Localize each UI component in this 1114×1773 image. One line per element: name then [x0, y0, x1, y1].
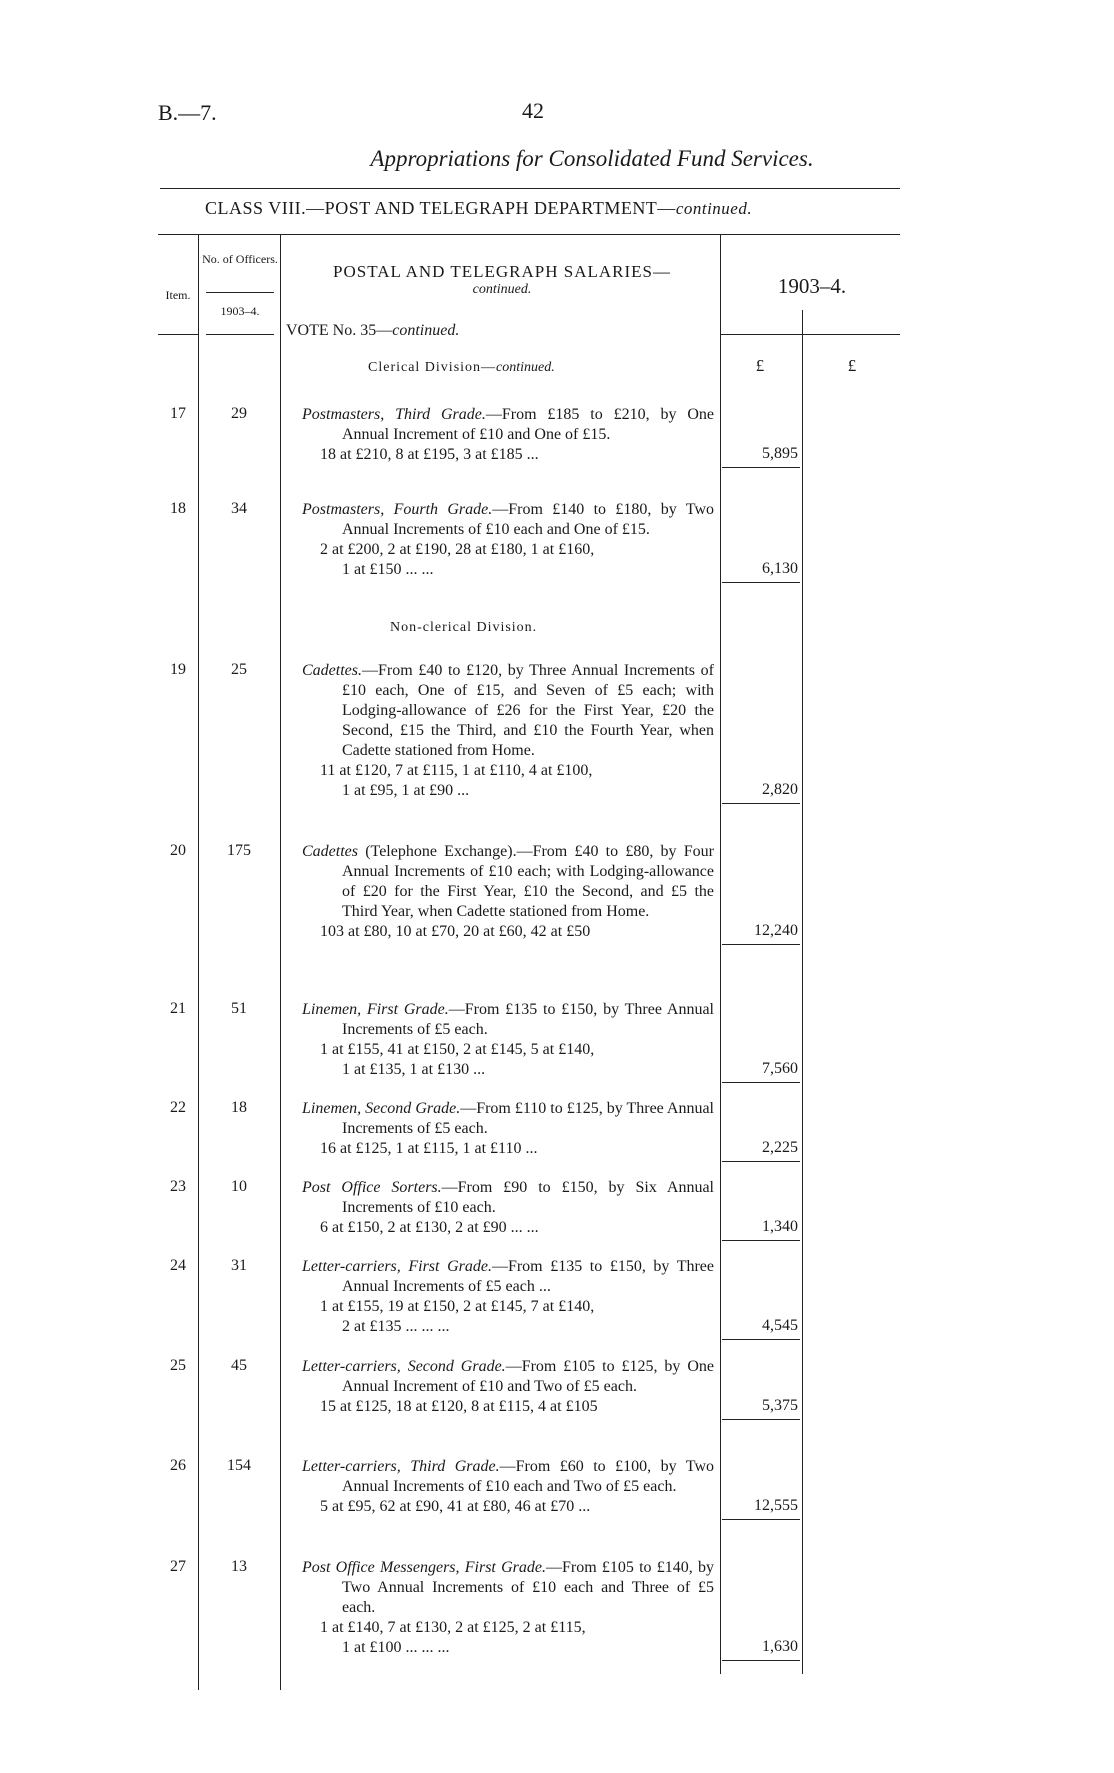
section-nonclerical: Non-clerical Division.	[390, 620, 538, 635]
item-number: 18	[170, 500, 186, 517]
item-number: 20	[170, 842, 186, 859]
salary-terms	[302, 500, 714, 540]
item-number: 22	[170, 1099, 186, 1116]
officer-count: 18	[231, 1099, 247, 1116]
salary-breakdown-line: 1 at £135, 1 at £130 ...	[342, 1061, 486, 1078]
amount: 6,130	[762, 560, 798, 577]
amount: 5,895	[762, 445, 798, 462]
grade-title: Linemen, Second Grade.	[302, 1100, 461, 1117]
salary-terms	[302, 842, 714, 922]
amount: 7,560	[762, 1060, 798, 1077]
grade-terms: —From £140 to £180, by Two Annual Increments of £10 each and One of £15.	[342, 501, 714, 538]
officer-count: 29	[231, 405, 247, 422]
currency-left: £	[755, 356, 765, 375]
salary-breakdown-line: 5 at £95, 62 at £90, 41 at £80, 46 at £70 ...	[320, 1498, 591, 1515]
rule	[158, 234, 900, 235]
page-reference: B.—7.	[158, 100, 217, 125]
header-officers: No. of Officers.	[202, 252, 278, 266]
amount-rule	[722, 1161, 800, 1162]
salary-description	[302, 842, 714, 942]
amount-rule	[722, 1082, 800, 1083]
salary-breakdown-line: 1 at £150 ... ...	[342, 561, 434, 578]
grade-title: Post Office Messengers, First Grade.	[302, 1559, 546, 1576]
salary-description	[302, 1099, 714, 1159]
salary-description	[302, 1178, 714, 1238]
header-year: 1903–4.	[777, 274, 847, 298]
grade-title: Linemen, First Grade.	[302, 1001, 449, 1018]
salary-terms	[302, 1178, 714, 1218]
officer-count: 31	[231, 1257, 247, 1274]
amount: 5,375	[762, 1397, 798, 1414]
salary-description	[302, 661, 714, 801]
amount: 12,240	[754, 922, 798, 939]
salary-terms	[302, 405, 714, 445]
amount: 2,225	[762, 1139, 798, 1156]
salary-terms	[302, 1099, 714, 1139]
officer-count: 13	[231, 1558, 247, 1575]
item-number: 19	[170, 661, 186, 678]
amount: 1,630	[762, 1638, 798, 1655]
salary-breakdown-line: 18 at £210, 8 at £195, 3 at £185 ...	[320, 446, 539, 463]
rule	[206, 292, 274, 293]
grade-terms: (Telephone Exchange).—From £40 to £80, by Four Annual Increments of £10 each; with Lodging-allowance of £20 for the First Year, £10 the Second, and £5 the Third Year, when Cadette stationed from Home.	[342, 843, 714, 920]
amount: 1,340	[762, 1218, 798, 1235]
salary-breakdown-line: 11 at £120, 7 at £115, 1 at £110, 4 at £100,	[320, 762, 593, 779]
col-rule-officers	[280, 234, 281, 1690]
amount-rule	[722, 1240, 800, 1241]
salary-breakdown-line: 1 at £140, 7 at £130, 2 at £125, 2 at £115,	[320, 1619, 586, 1636]
grade-terms: —From £135 to £150, by Three Annual Increments of £5 each.	[342, 1001, 714, 1038]
rule	[206, 334, 274, 335]
salary-breakdown-line: 15 at £125, 18 at £120, 8 at £115, 4 at £105	[320, 1398, 598, 1415]
grade-title: Letter-carriers, First Grade.	[302, 1258, 492, 1275]
header-officers-year: 1903–4.	[220, 304, 260, 318]
grade-title: Letter-carriers, Second Grade.	[302, 1358, 506, 1375]
rule	[158, 334, 198, 335]
amount-rule	[722, 1339, 800, 1340]
salary-breakdown-line: 1 at £100 ... ... ...	[342, 1639, 450, 1656]
grade-terms: —From £90 to £150, by Six Annual Increments of £10 each.	[342, 1179, 714, 1216]
col-rule-amt	[802, 310, 803, 1674]
grade-terms: —From £185 to £210, by One Annual Increment of £10 and One of £15.	[342, 406, 714, 443]
item-number: 26	[170, 1457, 186, 1474]
salary-terms	[302, 1000, 714, 1040]
grade-terms: —From £40 to £120, by Three Annual Increments of £10 each, One of £15, and Seven of £5 each; with Lodging-allowance of £26 for the First Year, £20 the Second, £15 the Third, and £10 the Fourth Year, when Cadette stationed from Home.	[342, 662, 714, 759]
page-number: 42	[522, 98, 544, 123]
salary-terms	[302, 1558, 714, 1618]
grade-title: Post Office Sorters.	[302, 1179, 442, 1196]
amount: 12,555	[754, 1497, 798, 1514]
salary-description	[302, 1558, 714, 1658]
amount: 4,545	[762, 1317, 798, 1334]
item-number: 24	[170, 1257, 186, 1274]
grade-title: Cadettes	[302, 843, 358, 860]
header-item: Item.	[165, 288, 191, 302]
officer-count: 154	[227, 1457, 251, 1474]
amount: 2,820	[762, 781, 798, 798]
amount-rule	[722, 944, 800, 945]
officer-count: 175	[227, 842, 251, 859]
header-title-continued: continued.	[472, 282, 532, 297]
header-title: POSTAL AND TELEGRAPH SALARIES—	[333, 262, 671, 281]
grade-terms: —From £105 to £140, by Two Annual Increments of £10 each and Three of £5 each.	[342, 1559, 714, 1616]
item-number: 21	[170, 1000, 186, 1017]
salary-description	[302, 1357, 714, 1417]
officer-count: 34	[231, 500, 247, 517]
grade-title: Cadettes.	[302, 662, 362, 679]
salary-breakdown-line: 1 at £95, 1 at £90 ...	[342, 782, 470, 799]
salary-breakdown-line: 2 at £135 ... ... ...	[342, 1318, 450, 1335]
salary-breakdown-line: 1 at £155, 41 at £150, 2 at £145, 5 at £140,	[320, 1041, 595, 1058]
currency-right: £	[847, 356, 857, 375]
grade-title: Postmasters, Third Grade.	[302, 406, 486, 423]
section-clerical: Clerical Division—continued.	[368, 360, 555, 375]
rule	[720, 334, 900, 335]
amount-rule	[722, 467, 800, 468]
grade-title: Postmasters, Fourth Grade.	[302, 501, 493, 518]
item-number: 27	[170, 1558, 186, 1575]
salary-description	[302, 500, 714, 580]
item-number: 25	[170, 1357, 186, 1374]
class-heading: CLASS VIII.—POST AND TELEGRAPH DEPARTMENT—continued.	[205, 198, 753, 218]
salary-description	[302, 1257, 714, 1337]
rule	[160, 188, 900, 189]
grade-title: Letter-carriers, Third Grade.	[302, 1458, 500, 1475]
salary-terms	[302, 1257, 714, 1297]
item-number: 17	[170, 405, 186, 422]
salary-description	[302, 1000, 714, 1080]
officer-count: 25	[231, 661, 247, 678]
salary-breakdown-line: 2 at £200, 2 at £190, 28 at £180, 1 at £160,	[320, 541, 595, 558]
salary-breakdown-line: 16 at £125, 1 at £115, 1 at £110 ...	[320, 1140, 538, 1157]
salary-description	[302, 405, 714, 465]
grade-terms: —From £110 to £125, by Three Annual Increments of £5 each.	[342, 1100, 714, 1137]
salary-breakdown-line: 103 at £80, 10 at £70, 20 at £60, 42 at £50	[320, 923, 591, 940]
page-title: Appropriations for Consolidated Fund Services.	[370, 146, 814, 171]
officer-count: 51	[231, 1000, 247, 1017]
grade-terms: —From £105 to £125, by One Annual Increment of £10 and Two of £5 each.	[342, 1358, 714, 1395]
salary-description	[302, 1457, 714, 1517]
col-rule-desc	[720, 234, 721, 1674]
amount-rule	[722, 803, 800, 804]
salary-terms	[302, 1457, 714, 1497]
item-number: 23	[170, 1178, 186, 1195]
salary-breakdown-line: 6 at £150, 2 at £130, 2 at £90 ... ...	[320, 1219, 539, 1236]
amount-rule	[722, 1519, 800, 1520]
amount-rule	[722, 582, 800, 583]
salary-breakdown-line: 1 at £155, 19 at £150, 2 at £145, 7 at £140,	[320, 1298, 595, 1315]
salary-terms	[302, 661, 714, 761]
grade-terms: —From £135 to £150, by Three Annual Increments of £5 each ...	[342, 1258, 714, 1295]
officer-count: 10	[231, 1178, 247, 1195]
amount-rule	[722, 1660, 800, 1661]
vote-heading: VOTE No. 35—continued.	[286, 322, 460, 339]
grade-terms: —From £60 to £100, by Two Annual Increments of £10 each and Two of £5 each.	[342, 1458, 714, 1495]
amount-rule	[722, 1419, 800, 1420]
salary-terms	[302, 1357, 714, 1397]
officer-count: 45	[231, 1357, 247, 1374]
